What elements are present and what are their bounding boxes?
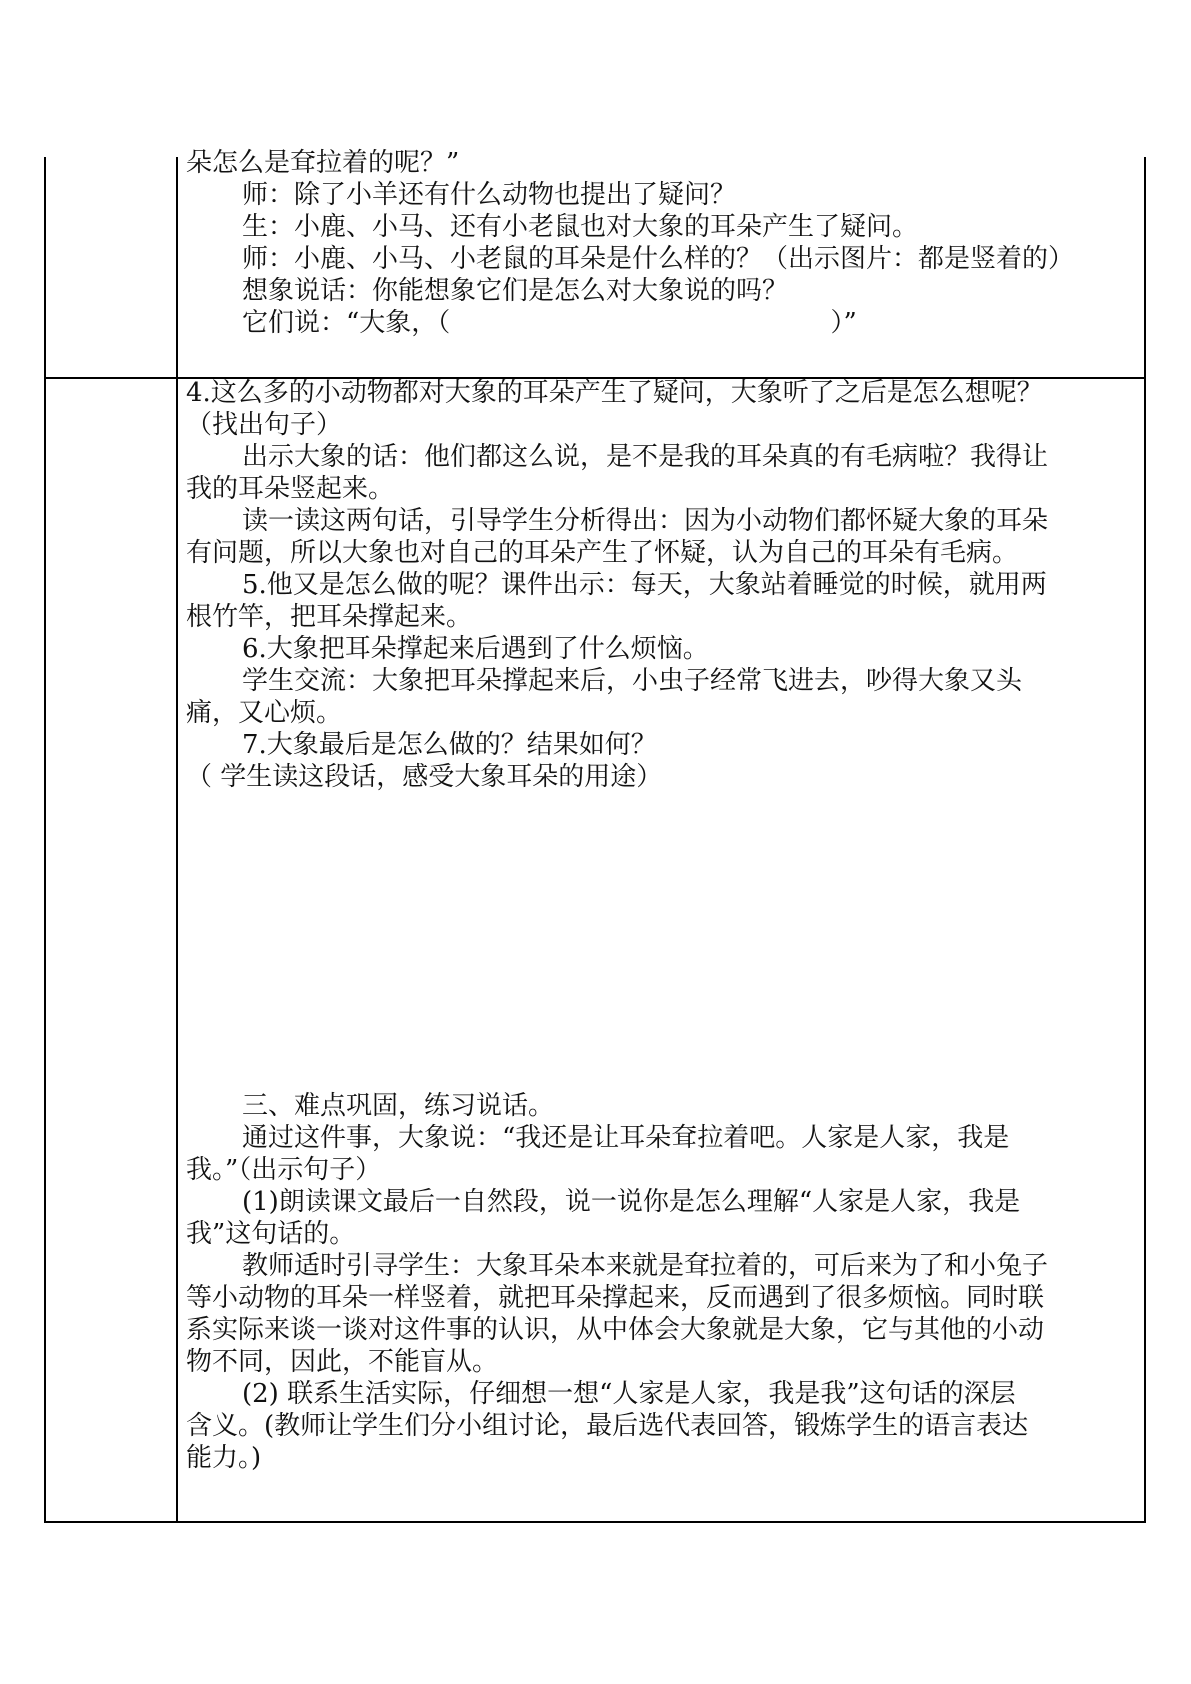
text-line: 生：小鹿、小马、还有小老鼠也对大象的耳朵产生了疑问。 (242, 212, 919, 242)
text-line: 痛，又心烦。 (186, 698, 343, 728)
table-left-border (44, 157, 46, 1523)
text-line: 有问题，所以大象也对自己的耳朵产生了怀疑，认为自己的耳朵有毛病。 (186, 538, 1019, 568)
table-right-border (1144, 157, 1146, 1523)
content-cell-2 (186, 377, 1132, 1474)
text-line: 5.他又是怎么做的呢？课件出示：每天，大象站着睡觉的时候，就用两 (242, 570, 1047, 600)
text-line: 我。”（出示句子） (186, 1155, 382, 1185)
text-line: 系实际来谈一谈对这件事的认识，从中体会大象就是大象，它与其他的小动 (186, 1315, 1045, 1345)
table-bottom-border (44, 1521, 1146, 1523)
text-line: （找出句子） (186, 410, 343, 440)
lesson-plan-table (44, 148, 1146, 1523)
text-line: 读一读这两句话，引导学生分析得出：因为小动物们都怀疑大象的耳朵 (242, 506, 1049, 536)
blank-space (186, 793, 1132, 1090)
content-cell-1 (186, 147, 1132, 339)
section-heading: 三、难点巩固，练习说话。 (242, 1091, 555, 1121)
column-divider (176, 157, 178, 1523)
text-line: （ 学生读这段话，感受大象耳朵的用途） (186, 762, 663, 792)
text-line: 等小动物的耳朵一样竖着，就把耳朵撑起来，反而遇到了很多烦恼。同时联 (186, 1283, 1045, 1313)
text-line: (2) 联系生活实际，仔细想一想“人家是人家，我是我”这句话的深层 (242, 1379, 1016, 1409)
text-line: 想象说话：你能想象它们是怎么对大象说的吗？ (242, 276, 789, 306)
text-line: 出示大象的话：他们都这么说，是不是我的耳朵真的有毛病啦？我得让 (242, 442, 1049, 472)
text-line: 教师适时引寻学生：大象耳朵本来就是耷拉着的，可后来为了和小兔子 (242, 1251, 1049, 1281)
text-line: 师：小鹿、小马、小老鼠的耳朵是什么样的？（出示图片：都是竖着的） (242, 244, 1075, 274)
text-line: 物不同，因此，不能盲从。 (186, 1347, 499, 1377)
text-line: 师：除了小羊还有什么动物也提出了疑问？ (242, 180, 737, 210)
text-line: 我”这句话的。 (186, 1219, 356, 1249)
text-line: 我的耳朵竖起来。 (186, 474, 395, 504)
text-line: 7.大象最后是怎么做的？结果如何？ (242, 730, 657, 760)
text-line: 通过这件事，大象说：“我还是让耳朵耷拉着吧。人家是人家，我是 (242, 1123, 1010, 1153)
text-line: 含义。(教师让学生们分小组讨论，最后选代表回答，锻炼学生的语言表达 (186, 1411, 1029, 1441)
text-line: (1)朗读课文最后一自然段，说一说你是怎么理解“人家是人家，我是 (242, 1187, 1021, 1217)
text-line: 6.大象把耳朵撑起来后遇到了什么烦恼。 (242, 634, 709, 664)
text-line: 朵怎么是耷拉着的呢？” (186, 148, 460, 178)
text-line: 学生交流：大象把耳朵撑起来后，小虫子经常飞进去，吵得大象又头 (242, 666, 1023, 696)
text-line: 能力。) (186, 1443, 262, 1473)
text-line: 4.这么多的小动物都对大象的耳朵产生了疑问，大象听了之后是怎么想呢？ (186, 378, 1043, 408)
text-line: 它们说：“大象，（ ）” (242, 308, 857, 338)
text-line: 根竹竿，把耳朵撑起来。 (186, 602, 473, 632)
